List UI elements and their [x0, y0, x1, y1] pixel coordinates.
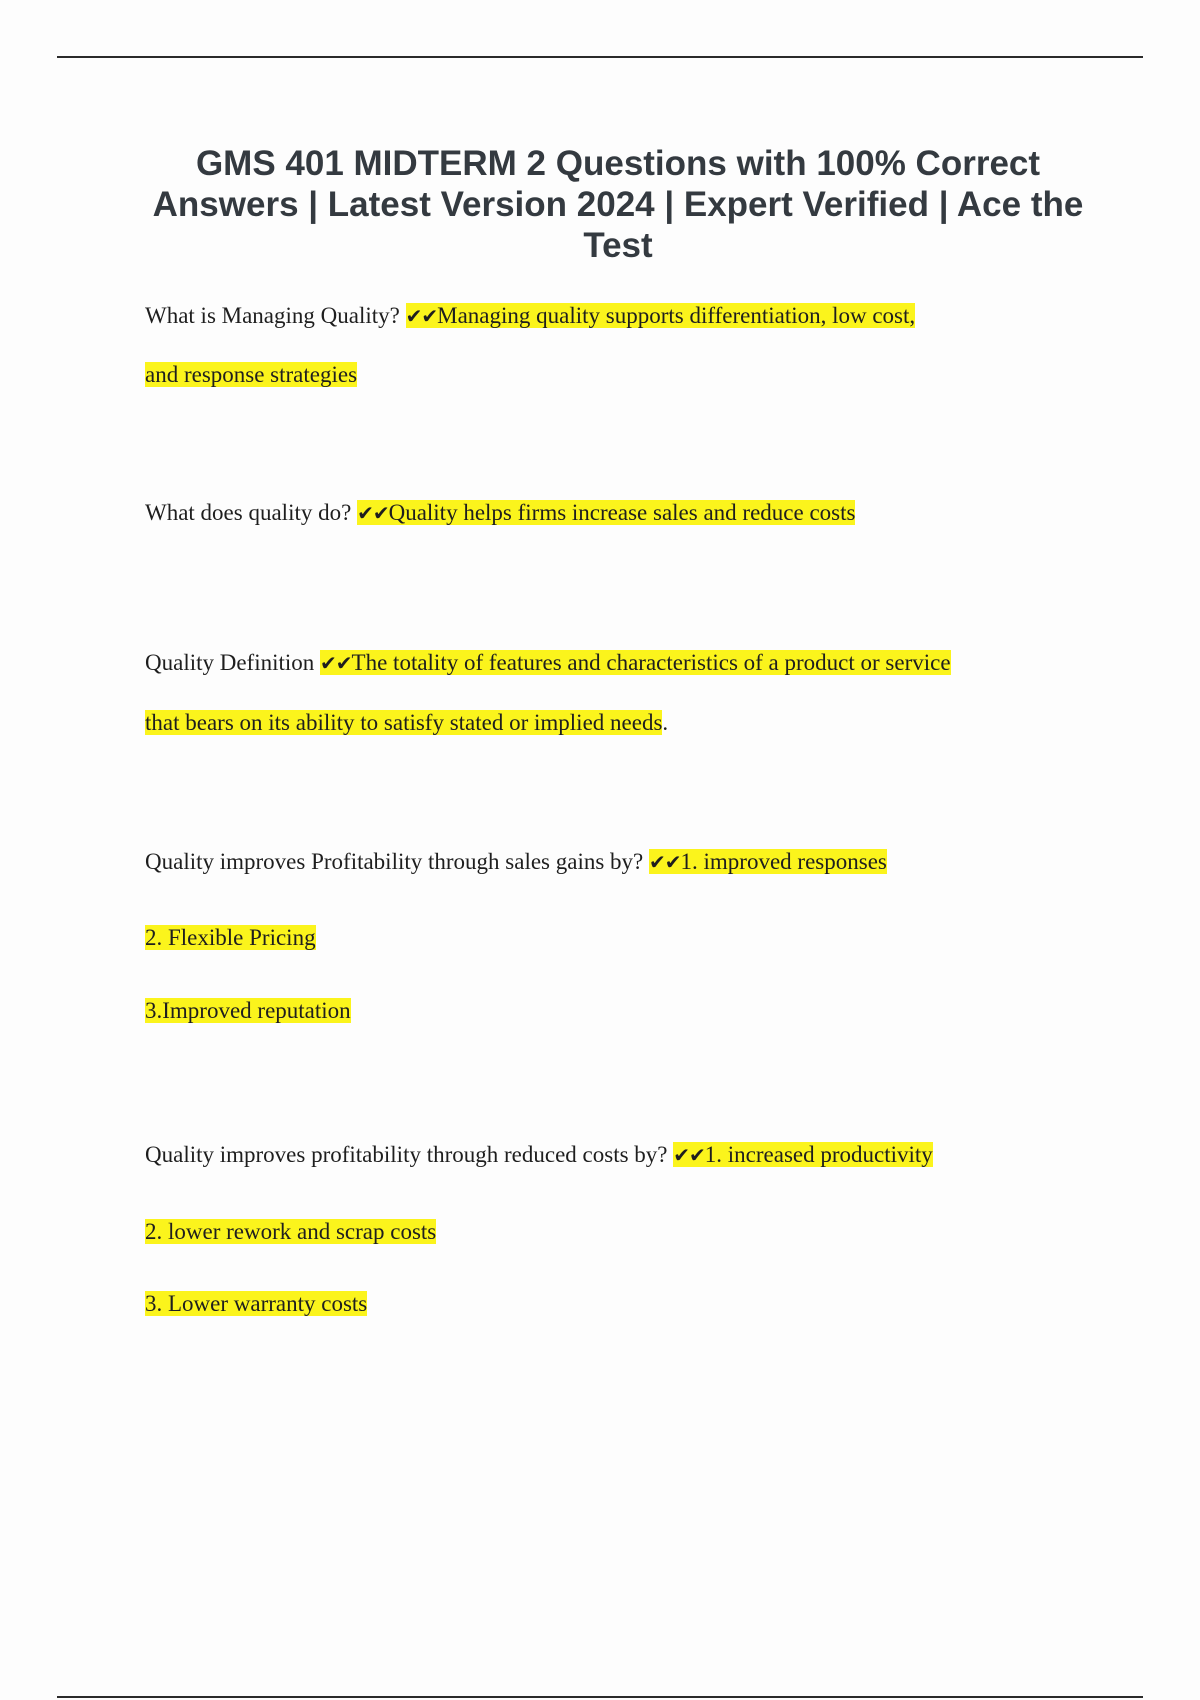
question-text: Quality improves profitability through reduced costs by?	[145, 1142, 668, 1167]
answer-highlight	[673, 1142, 933, 1167]
question-text: Quality improves Profitability through sales gains by?	[145, 849, 644, 874]
answer-text: that bears on its ability to satisfy stated or implied needs	[145, 710, 663, 735]
answer-text: Quality helps firms increase sales and reduce costs	[388, 500, 856, 525]
qa-line	[145, 500, 855, 526]
answer-text: 3.Improved reputation	[145, 998, 351, 1023]
question-text: What does quality do?	[145, 500, 352, 525]
answer-text: 1. improved responses	[680, 849, 887, 874]
answer-text: 2. lower rework and scrap costs	[145, 1219, 437, 1244]
check-icon: ✔✔	[357, 501, 389, 525]
answer-text: 2. Flexible Pricing	[145, 925, 316, 950]
answer-text: and response strategies	[145, 362, 358, 387]
qa-line	[145, 1291, 367, 1317]
answer-highlight	[357, 500, 855, 525]
answer-highlight	[649, 849, 887, 874]
question-text: What is Managing Quality?	[145, 303, 400, 328]
answer-highlight	[320, 650, 951, 675]
check-icon: ✔✔	[320, 651, 352, 675]
qa-line	[145, 362, 357, 388]
qa-line	[145, 650, 951, 676]
check-icon: ✔✔	[673, 1143, 705, 1167]
qa-line	[145, 1219, 436, 1245]
qa-line	[145, 303, 915, 329]
qa-line	[145, 710, 668, 736]
qa-line	[145, 1142, 933, 1168]
check-icon: ✔✔	[405, 304, 438, 328]
top-rule	[57, 56, 1143, 58]
answer-text: 1. increased productivity	[704, 1142, 933, 1167]
bottom-rule	[57, 1696, 1143, 1698]
qa-line	[145, 849, 887, 875]
answer-text: The totality of features and characteristics of a product or service	[351, 650, 951, 675]
qa-line	[145, 998, 351, 1024]
document-title: GMS 401 MIDTERM 2 Questions with 100% Correct Answers | Latest Version 2024 | Expert Verified | Ace the Test	[152, 144, 1084, 265]
answer-text: Managing quality supports differentiation, low cost,	[437, 303, 916, 328]
answer-text: 3. Lower warranty costs	[145, 1291, 368, 1316]
trailing-punctuation: .	[662, 710, 669, 735]
qa-line	[145, 925, 316, 951]
answer-highlight	[406, 303, 916, 328]
check-icon: ✔✔	[649, 850, 681, 874]
question-text: Quality Definition	[145, 650, 315, 675]
